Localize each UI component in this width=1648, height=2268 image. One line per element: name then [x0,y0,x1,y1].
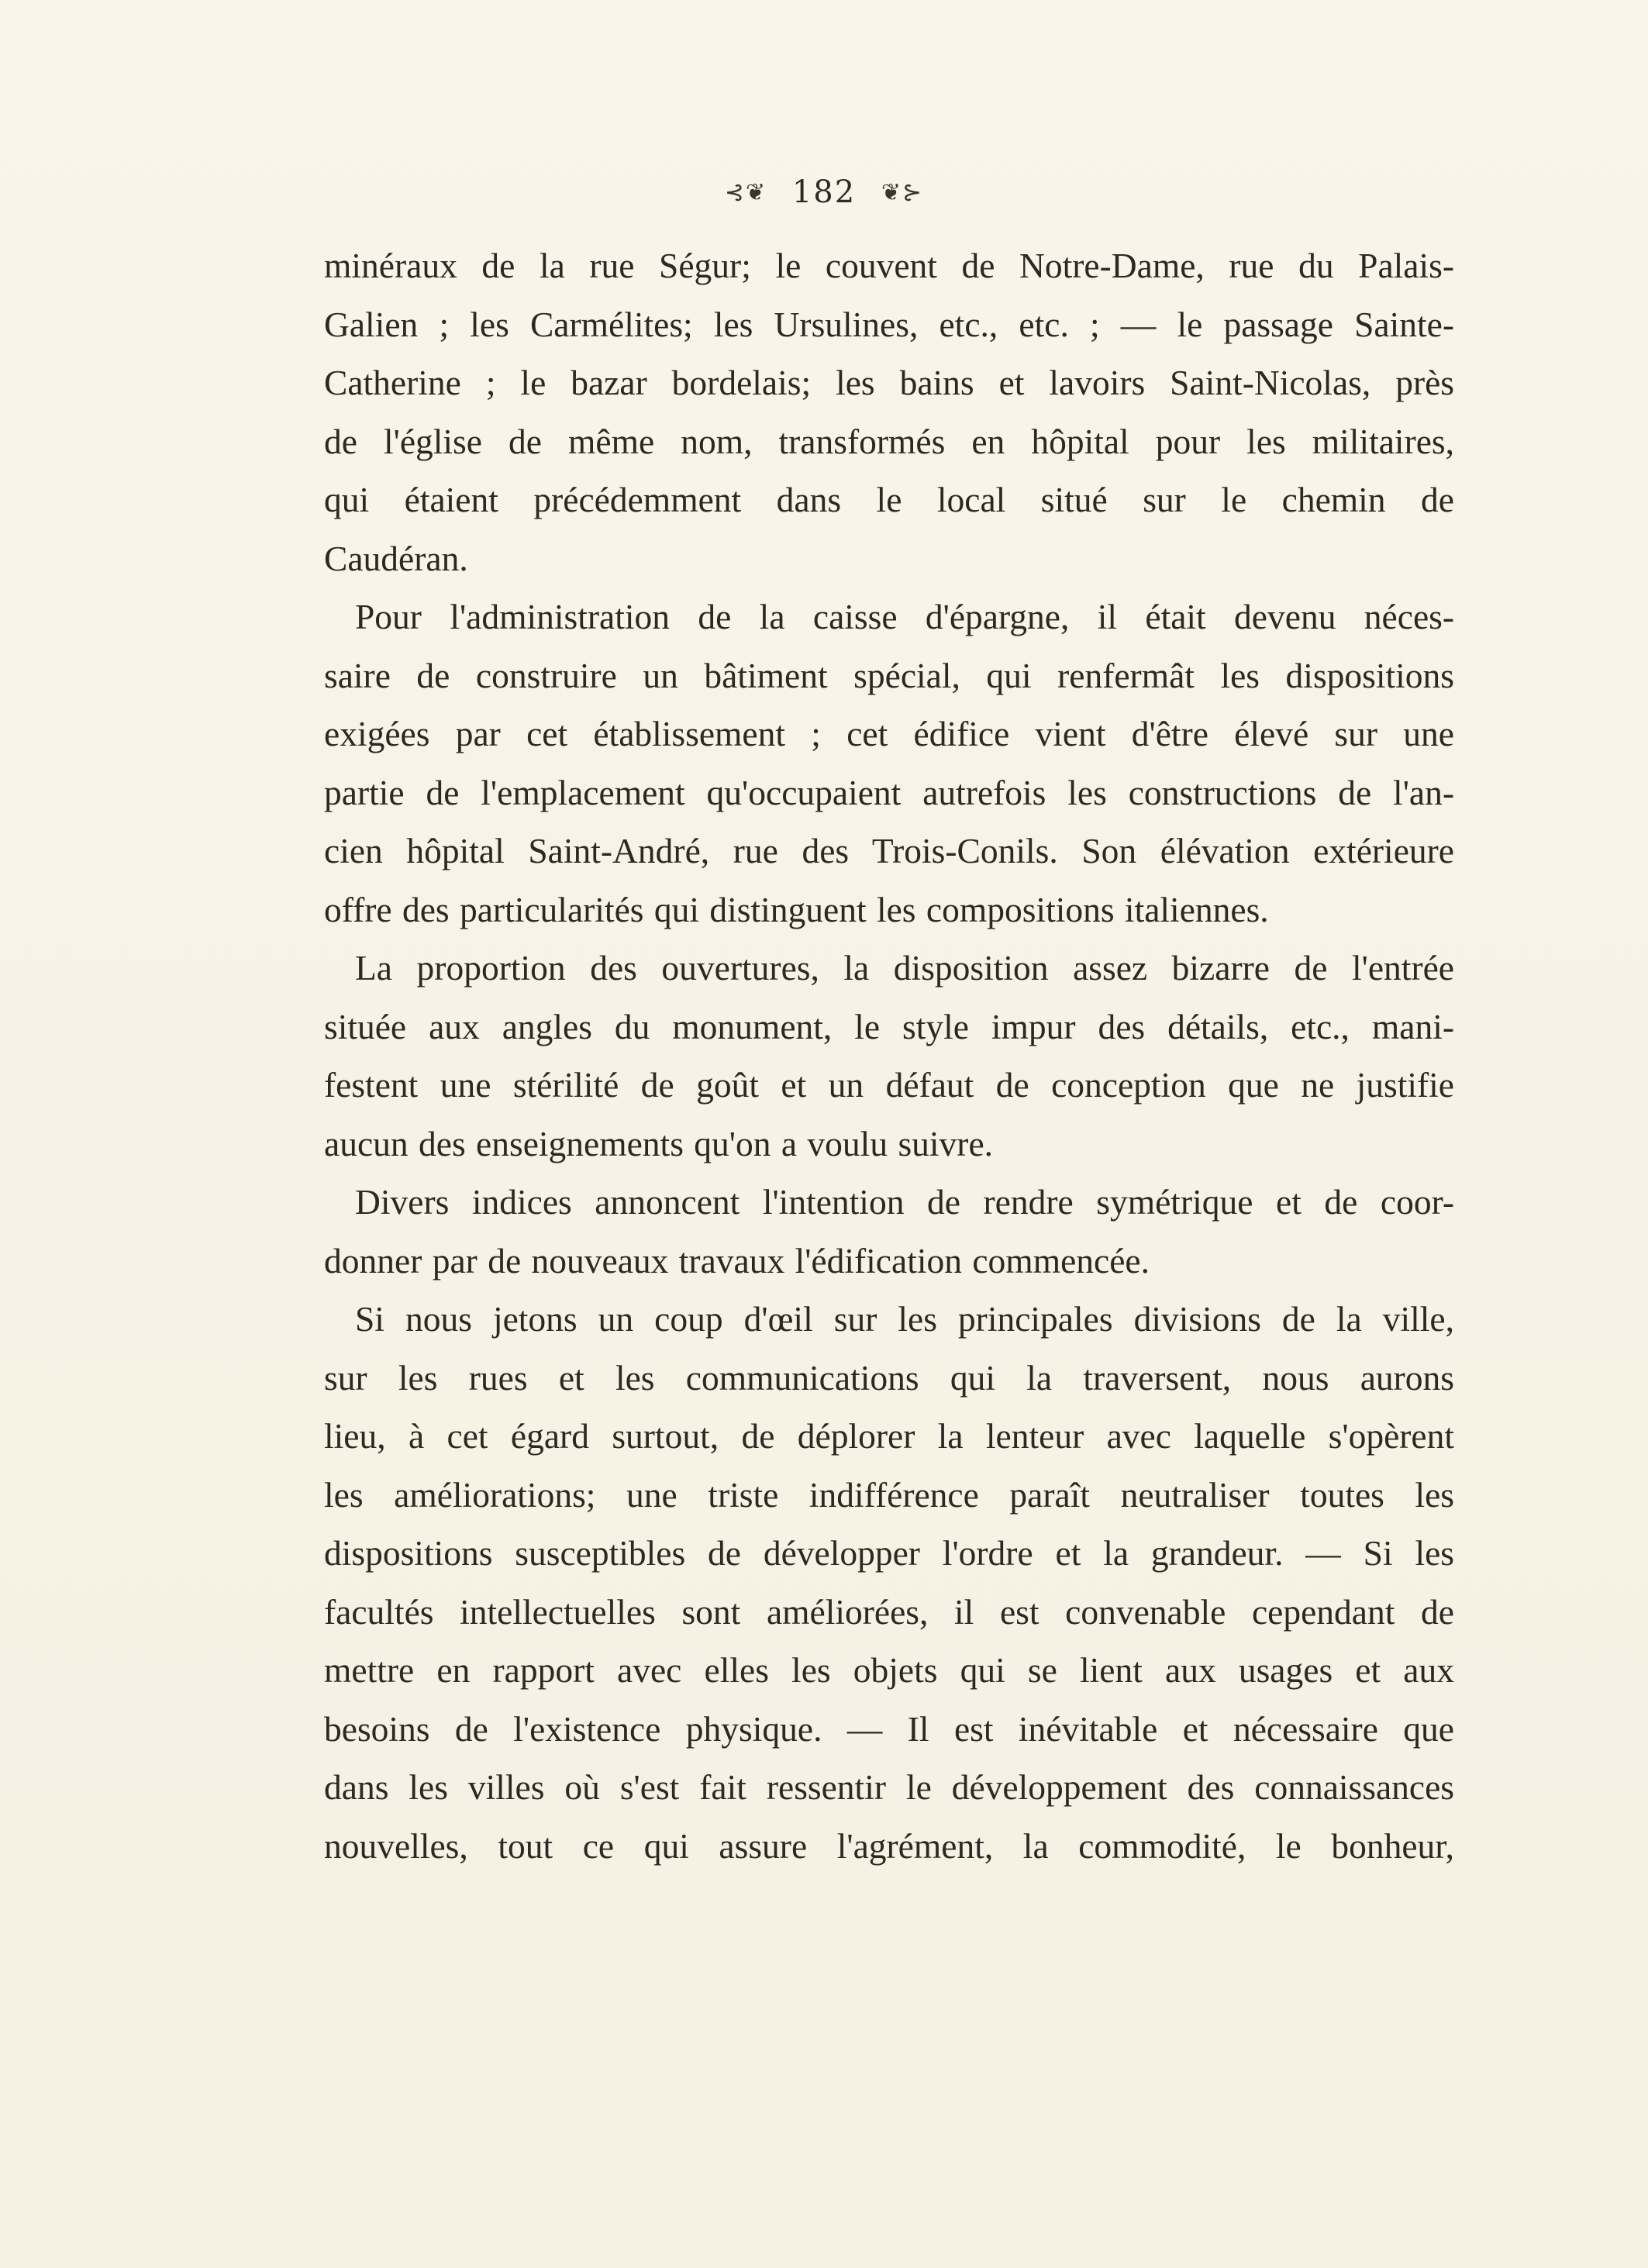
text-line [324,1349,1454,1408]
text-line-content: exigées par cet établissement ; cet édifice vient d'être élevé sur une [324,714,1454,753]
text-line-content: dans les villes où s'est fait ressentir le développement des connaissances [324,1767,1454,1807]
text-line-content: facultés intellectuelles sont améliorées, il est convenable cependant de [324,1591,1454,1632]
left-ornament-icon: ⊰❦ [724,178,767,206]
text-line [324,295,1454,354]
text-line-content: Divers indices annoncent l'intention de rendre symétrique et de coor- [355,1182,1454,1222]
text-line-content: festent une stérilité de goût et un défaut de conception que ne justifie [324,1065,1454,1105]
text-line [324,353,1454,412]
text-line [324,705,1454,763]
text-line-content: aucun des enseignements qu'on a voulu suivre. [324,1123,994,1163]
text-line [324,1758,1454,1817]
text-line-content: située aux angles du monument, le style impur des détails, etc., mani- [324,1006,1454,1046]
text-line [324,1524,1454,1583]
page-header [0,172,1648,210]
text-line [324,881,1454,939]
text-line [324,1583,1454,1642]
text-line [324,1700,1454,1759]
right-ornament-icon: ❦⊱ [881,178,924,206]
text-line [324,236,1454,295]
text-line-content: lieu, à cet égard surtout, de déplorer la lenteur avec laquelle s'opèrent [324,1416,1454,1456]
text-line-content: besoins de l'existence physique. — Il est inévitable et nécessaire que [324,1708,1454,1749]
text-line-content: Caudéran. [324,538,468,578]
body-text [324,236,1454,1875]
text-line [324,1232,1454,1291]
text-line-content: de l'église de même nom, transformés en hôpital pour les militaires, [324,421,1454,461]
text-line [324,1466,1454,1525]
text-line-content: sur les rues et les communications qui la traversent, nous aurons [324,1357,1454,1398]
text-line-content: mettre en rapport avec elles les objets qui se lient aux usages et aux [324,1650,1454,1690]
text-line-content: minéraux de la rue Ségur; le couvent de Notre-Dame, rue du Palais- [324,246,1454,285]
text-line-content: Pour l'administration de la caisse d'épargne, il était devenu néces- [355,597,1454,636]
text-line [324,588,1454,646]
text-line-content: partie de l'emplacement qu'occupaient autrefois les constructions de l'an- [324,772,1454,812]
text-line-content: Galien ; les Carmélites; les Ursulines, etc., etc. ; — le passage Sainte- [324,304,1454,344]
text-line-content: saire de construire un bâtiment spécial, qui renfermât les dispositions [324,655,1454,695]
text-line-content: offre des particularités qui distinguent les compositions italiennes. [324,889,1269,929]
text-line [324,1290,1454,1349]
text-line-content: donner par de nouveaux travaux l'édification commencée. [324,1240,1150,1280]
text-line [324,1641,1454,1700]
text-line [324,1407,1454,1466]
text-line [324,1115,1454,1174]
text-line [324,822,1454,881]
text-line-content: dispositions susceptibles de développer l'ordre et la grandeur. — Si les [324,1533,1454,1573]
text-line [324,646,1454,705]
text-line [324,763,1454,822]
text-line [324,470,1454,529]
text-line [324,1817,1454,1876]
text-line-content: cien hôpital Saint-André, rue des Trois-Conils. Son élévation extérieure [324,831,1454,870]
text-line [324,529,1454,588]
text-line-content: La proportion des ouvertures, la disposition assez bizarre de l'entrée [355,948,1454,988]
text-line-content: nouvelles, tout ce qui assure l'agrément, la commodité, le bonheur, [324,1825,1454,1866]
text-line-content: les améliorations; une triste indifférence paraît neutraliser toutes les [324,1474,1454,1515]
page-number: 182 [791,174,857,210]
text-line [324,1173,1454,1232]
text-line-content: Si nous jetons un coup d'œil sur les principales divisions de la ville, [355,1299,1454,1339]
text-line [324,1056,1454,1115]
text-line [324,412,1454,471]
text-line [324,939,1454,998]
text-line [324,998,1454,1056]
text-line-content: qui étaient précédemment dans le local situé sur le chemin de [324,480,1454,519]
text-line-content: Catherine ; le bazar bordelais; les bains et lavoirs Saint-Nicolas, près [324,363,1454,402]
